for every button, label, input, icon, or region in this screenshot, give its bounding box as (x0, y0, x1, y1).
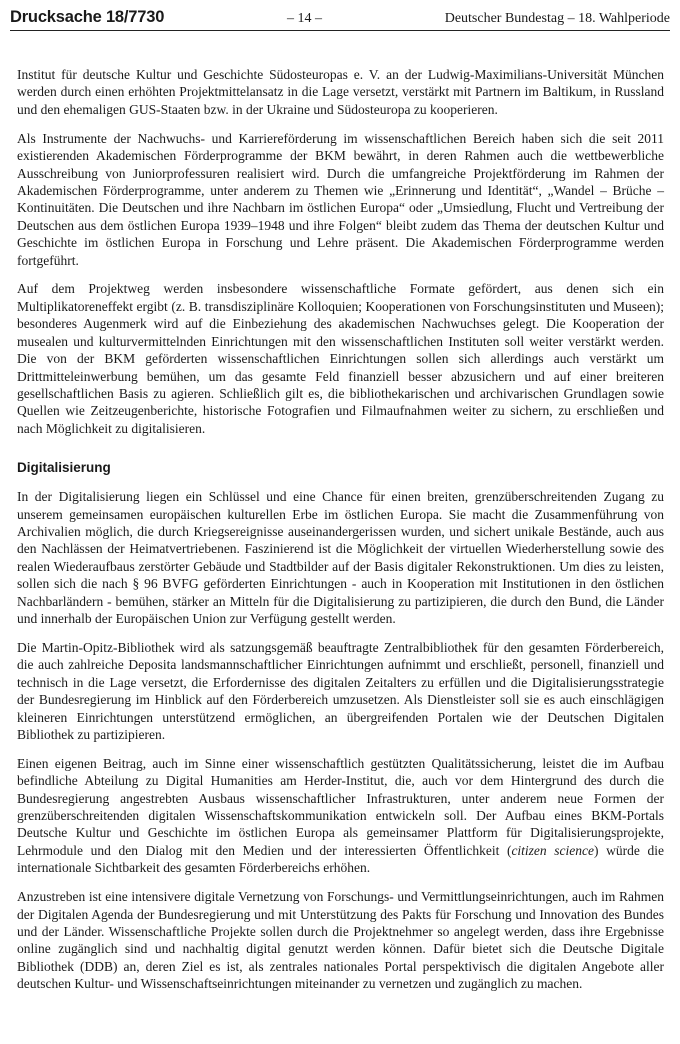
citizen-science-term: citizen science (511, 842, 595, 858)
document-number: Drucksache 18/7730 (10, 8, 165, 26)
paragraph-7: Anzustreben ist eine intensivere digitale Vernetzung von Forschungs- und Vermittlungseinrichtungen, auch im Rahmen der Digitalen Agenda der Bundesregierung und mit Unterstützung des Pakts für Forschung und Innovation des Bundes und der Länder. Wissenschaftliche Projekte sollen durch die Projektnehmer so angelegt werden, dass ihre Ergebnisse online zugänglich sind und nachhaltig digital genutzt werden können. Dafür bietet sich die Deutsche Digitale Bibliothek (DDB) an, deren Ziel es ist, als zentrales nationales Portal perspektivisch die digitalen Angebote aller deutschen Kultur- und Wissenschaftseinrichtungen miteinander zu vernetzen und zugänglich zu machen. (17, 889, 664, 992)
page-number: – 14 – (286, 11, 322, 26)
document-body (10, 66, 670, 993)
paragraph-3: Auf dem Projektweg werden insbesondere wissenschaftliche Formate gefördert, aus denen sich ein Multiplikatoreneffekt ergibt (z. B. transdisziplinäre Kolloquien; Kooperationen von Forschungsinstituten und Museen); besonderes Augenmerk wird auf die Einbeziehung des akademischen Nachwuchses gelegt. Die Kooperation der musealen und kulturvermittelnden Einrichtungen mit den wissenschaftlichen Instituten soll weiter verstärkt werden. Die von der BKM geförderten wissenschaftlichen Einrichtungen sollen sich allerdings auch verstärkt um Drittmitteleinwerbung bemühen, um das gesamte Feld finanziell besser abzusichern und auf einer breiteren gesellschaftlichen Basis zu agieren. Schließlich gilt es, die bibliothekarischen und archivarischen Grundlagen sowie Quellen wie Zeitzeugenberichte, historische Fotografien und Filmaufnahmen weiter zu sichern, zu erschließen und nach Möglichkeit zu digitalisieren. (17, 281, 664, 436)
paragraph-6 (17, 755, 664, 877)
paragraph-4: In der Digitalisierung liegen ein Schlüssel und eine Chance für einen breiten, grenzüberschreitenden Zugang zu unserem gemeinsamen europäischen kulturellen Erbe im östlichen Europa. Sie macht die Zusammenführung von Archivalien möglich, die durch Kriegsereignisse auseinandergerissen wurden, und sichert unikale Bestände, auch aus den Nachlässen der Heimatvertriebenen. Faszinierend ist die Möglichkeit der virtuellen Wiederherstellung sowie des realen Wiederaufbaus zerstörter Gebäude und Stadtbilder auf der Basis digitaler Rekonstruktionen. Um dies zu leisten, sollen sich die nach § 96 BVFG geförderten Einrichtungen - auch in Kooperation mit Institutionen in den östlichen Nachbarländern - bemühen, stärker an Mitteln für die Digitalisierung zu partizipieren, die durch den Bund, die Länder und innerhalb der Europäischen Union zur Verfügung gestellt werden. (17, 489, 664, 626)
paragraph-2: Als Instrumente der Nachwuchs- und Karriereförderung im wissenschaftlichen Bereich haben sich die seit 2011 existierenden Akademischen Förderprogramme der BKM bewährt, in deren Rahmen auch die wettbewerbliche Ausschreibung von Juniorprofessuren realisiert wird. Durch die umfangreiche Projektförderung im Rahmen der Akademischen Förderprogramme, unter anderem zu Themen wie „Erinnerung und Identität“, „Wandel – Brüche – Kontinuitäten. Die Deutschen und ihre Nachbarn im östlichen Europa“ oder „Umsiedlung, Flucht und Vertreibung der Deutschen aus dem östlichen Europa 1939–1948 und ihre Folgen“ bleibt zudem das Thema der deutschen Kultur und Geschichte im östlichen Europa in Forschung und Lehre präsent. Die Akademischen Förderprogramme werden fortgeführt. (17, 130, 664, 268)
section-heading-digitalisierung: Digitalisierung (17, 460, 111, 476)
legislative-period: Deutscher Bundestag – 18. Wahlperiode (444, 11, 670, 26)
paragraph-6-text-a: Einen eigenen Beitrag, auch im Sinne einer wissenschaftlich gestützten Qualitätssicherung, leistet die im Aufbau befindliche Abteilung zu Digital Humanities am Herder-Institut, die, auch vor dem Hintergrund des durch die Bundesregierung angestrebten Ausbaus wissenschaftlicher Infrastrukturen, unter anderem neue Formen der grenzüberschreitenden digitalen Wissenschaftskommunikation entwickeln soll. Der Aufbau eines BKM-Portals Deutsche Kultur und Geschichte im östlichen Europa als gemeinsamer Plattform für Digitalisierungsprojekte, Lehrmodule und den Dialog mit den Medien und der interessierten Öffentlichkeit ( (17, 755, 664, 858)
paragraph-5: Die Martin-Opitz-Bibliothek wird als satzungsgemäß beauftragte Zentralbibliothek für den gesamten Förderbereich, die auch zahlreiche Deposita landsmannschaftlicher Einrichtungen aufnimmt und erschließt, personell, finanziell und technisch in die Lage versetzt, die Erfordernisse des digitalen Zeitalters zu erfüllen und die Digitalisierungsstrategie der Bundesregierung im Hinblick auf den Förderbereich umzusetzen. Als Dienstleister soll sie es auch einschlägigen kleineren Einrichtungen unterstützend ermöglichen, an übergreifenden Portalen wie der Deutschen Digitalen Bibliothek zu partizipieren. (17, 639, 664, 742)
running-header (10, 8, 670, 31)
paragraph-6-text-b: ) würde die internationale Sichtbarkeit des gesamten Förderbereichs erhöhen. (17, 842, 664, 876)
paragraph-1: Institut für deutsche Kultur und Geschichte Südosteuropas e. V. an der Ludwig-Maximilians-Universität München werden durch einen erhöhten Projektmittelansatz in die Lage versetzt, verstärkt mit Partnern im Baltikum, in Russland und den ehemaligen GUS-Staaten bzw. in der Ukraine und Südosteuropa zu kooperieren. (17, 67, 664, 117)
